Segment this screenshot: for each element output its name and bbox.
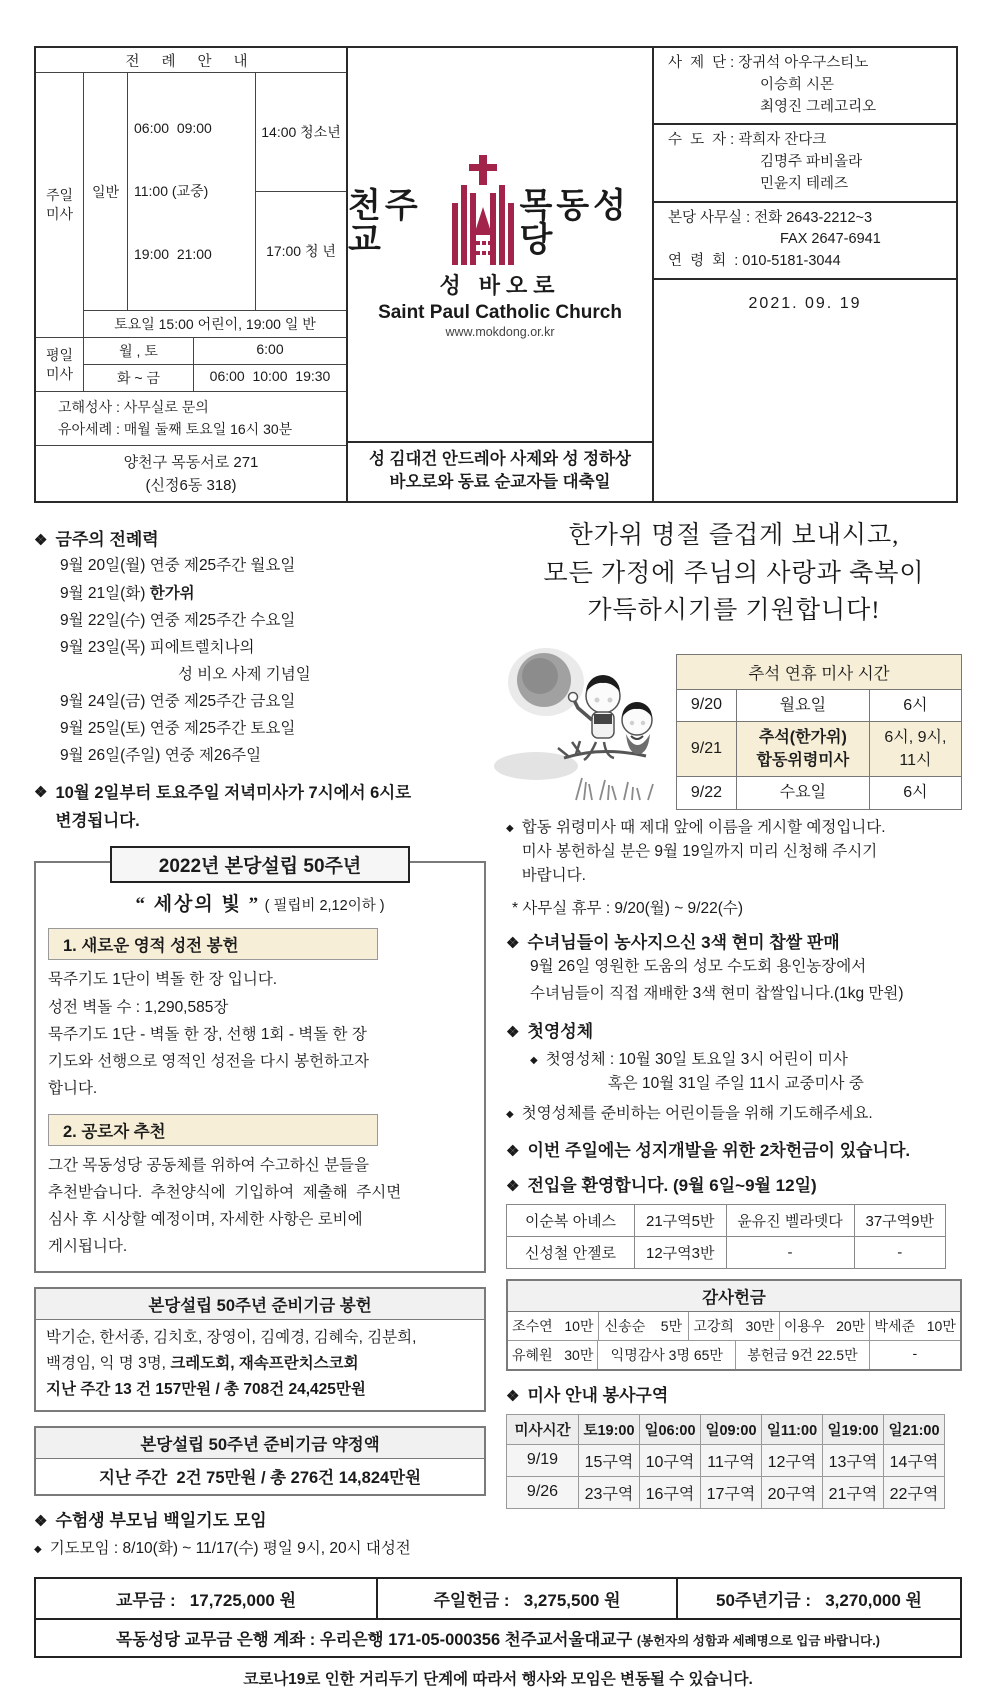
religious-name: 민윤지 테레즈 — [760, 175, 849, 192]
small-diamond-icon: ◆ — [506, 1108, 514, 1120]
diamond-bullet-icon: ❖ — [506, 1387, 520, 1405]
anniversary-fund-amount: 50주년기금 : 3,270,000 원 — [676, 1579, 960, 1618]
patron-saint-korean: 성 바오로 — [439, 273, 561, 299]
calendar-entry: 9월 21일(화) 한가위 — [60, 584, 195, 602]
church-building-icon — [451, 155, 515, 265]
tue-fri-label: 화 ~ 금 — [84, 365, 194, 391]
small-diamond-icon: ◆ — [34, 1543, 42, 1555]
general-times: 06:00 09:00 11:00 (교중) 19:00 21:00 — [128, 73, 256, 310]
clergy-name: 이승희 시몬 — [760, 76, 835, 93]
fund-donor-names: 백경임, 익 명 3명, 크레도회, 재속프란치스코회 — [46, 1354, 359, 1372]
diamond-bullet-icon: ❖ — [34, 532, 48, 550]
anniversary-title: 2022년 본당설립 50주년 — [110, 846, 410, 883]
table-row: 조수연 10만 신송순 5만 고강희 30만 이용우 20만 박세준 10만 — [508, 1312, 960, 1340]
religious-label: 수 도 자 : — [668, 132, 735, 149]
calendar-entry: 9월 26일(주일) 연중 제26주일 — [60, 747, 262, 765]
liturgical-calendar-title: ❖ 금주의 전례력 — [34, 530, 159, 550]
youth-mass-time: 14:00 청소년 — [256, 73, 346, 192]
office-label: 본당 사무실 : — [668, 209, 751, 226]
clergy-section — [654, 48, 956, 125]
yeonryeong-label: 연 령 회 : — [668, 253, 739, 269]
chuseok-mass-table — [676, 654, 962, 810]
fund-donor-names: 박기순, 한서종, 김치호, 장영이, 김예경, 김혜숙, 김분희, — [46, 1328, 417, 1346]
office-fax: FAX 2647-6941 — [780, 231, 881, 248]
infant-baptism-info: 유아세례 : 매월 둘째 토요일 16시 30분 — [58, 420, 293, 437]
anniversary-section2-title: 2. 공로자 추천 — [48, 1114, 378, 1146]
welcome-title: ❖ 전입을 환영합니다. (9월 6일~9월 12일) — [506, 1175, 817, 1195]
weekday-mass-band — [36, 338, 346, 392]
yeonryeong-phone: 010-5181-3044 — [742, 253, 841, 269]
bank-note: (봉헌자의 성함과 세례명으로 입금 바랍니다.) — [636, 1633, 880, 1648]
thanksgiving-offering-table — [506, 1279, 962, 1371]
logo-text-right: 목동성당 — [519, 187, 630, 260]
bank-account-info: 목동성당 교무금 은행 계좌 : 우리은행 171-05-000356 천주교서울대교구 (봉헌자의 성함과 세례명으로 입금 바랍니다.) — [34, 1620, 962, 1658]
logo-text-left: 천주교 — [348, 187, 422, 260]
mass-schedule-box — [34, 46, 348, 503]
exam-prayer-detail: ◆ 기도모임 : 8/10(화) ~ 11/17(수) 평일 9시, 20시 대성전 — [34, 1537, 486, 1561]
general-label: 일반 — [84, 73, 128, 310]
young-adult-mass-time: 17:00 청 년 — [266, 243, 336, 259]
mass-service-area-table — [506, 1414, 945, 1509]
first-communion-prayer: ◆ 첫영성체를 준비하는 어린이들을 위해 기도해주세요. — [506, 1102, 962, 1126]
header — [34, 46, 962, 503]
table-row: 9/22 수요일 6시 — [677, 777, 962, 809]
diamond-bullet-icon: ❖ — [34, 1512, 48, 1530]
schedule-title: 전 례 안 내 — [36, 48, 346, 73]
clergy-label: 사 제 단 : — [668, 55, 735, 71]
religious-name: 김명주 파비올라 — [760, 154, 863, 170]
table-row: 9/20 월요일 6시 — [677, 689, 962, 721]
bulletin-date: 2021. 09. 19 — [748, 294, 862, 312]
church-name-english: Saint Paul Catholic Church — [378, 302, 622, 324]
calendar-entry: 9월 25일(토) 연중 제25주간 토요일 — [60, 720, 296, 738]
memorial-mass-note: ◆ 합동 위령미사 때 제대 앞에 이름을 게시할 예정입니다. 미사 봉헌하실 분은 9월 19일까지 미리 신청해 주시기 바랍니다. — [506, 816, 962, 888]
exam-prayer-title: ❖ 수험생 부모님 백일기도 모임 — [34, 1510, 267, 1530]
mass-time-change-notice: ❖ 10월 2일부터 토요주일 저녁미사가 7시에서 6시로 변경됩니다. — [34, 779, 486, 835]
mon-sat-label: 월 , 토 — [84, 338, 194, 364]
thanksgiving-title: 감사헌금 — [508, 1281, 960, 1312]
confession-info: 고해성사 : 사무실로 문의 — [58, 399, 209, 415]
sunday-mass-label: 주일 미사 — [36, 73, 84, 337]
small-diamond-icon: ◆ — [506, 822, 514, 834]
small-diamond-icon: ◆ — [530, 1054, 538, 1066]
tue-fri-times: 06:00 10:00 19:30 — [209, 368, 331, 384]
second-collection-notice: ❖ 이번 주일에는 성지개발을 위한 2차헌금이 있습니다. — [506, 1140, 911, 1160]
footer — [34, 1577, 962, 1689]
covid-notice: 코로나19로 인한 거리두기 단계에 따라서 행사와 모임은 변동될 수 있습니다. — [243, 1670, 753, 1688]
anniversary-section1-title: 1. 새로운 영적 성전 봉헌 — [48, 928, 378, 960]
confession-baptism-block — [36, 392, 346, 446]
fund-offering-table — [34, 1287, 486, 1412]
diamond-bullet-icon: ❖ — [34, 784, 48, 802]
religious-section — [654, 125, 956, 202]
anniversary-box: 2022년 본당설립 50주년 “ 세상의 빛 ” ( 필립비 2,12이하 ) 1. 새로운 영적 성전 봉헌 묵주기도 1단이 벽돌 한 장 입니다. 성전 벽돌 수 : 1,290,585장 묵주기도 1단 - 벽돌 한 장, 선행 1회 - 벽돌 한 장 기도와 선행으로 영적인 성전을 다시 봉헌하고자 합니다. 2. 공로자 추천 그간 목동성당 공동체를 위하여 수고하신 분들을 추천받습니다. 추천양식에 기입하여 제출해 주시면 심사 후 시상할 예정이며, 자세한 사항은 로비에 게시됩니다. — [34, 861, 486, 1272]
fund-offering-title: 본당설립 50주년 준비기금 봉헌 — [36, 1289, 484, 1320]
right-column: 한가위 명절 즐겁게 보내시고, 모든 가정에 주님의 사랑과 축복이 가득하시기를 기원합니다! 추석 연휴 미사 시간 9/20 월요일 6시 9/21 추석(한가위) 합동위령미사 6시, 9시, 11시 9/22 수요일 6시 ◆ 합동 위령미사 때 제대 앞에 이름을 게시할 예정입니다. 미사 봉헌하실 분은 9월 19일까지 미리 신청해 주시기 바랍니다. * 사무실 휴무 : 9/20(월) ~ 9/22(수) ❖ 수녀님들이 농사지으신 3색 현미 찹쌀 판매 9월 26일 영원한 도움의 성모 수도회 용인농장에서 수녀님들이 직접 재배한 3색 현미 찹쌀입니다.(1kg 만원) ❖ 첫영성체 ◆ 첫영성체 : 10월 30일 토요일 3시 어린이 미사 혹은 10월 31일 주일 11시 교중미사 중 ◆ 첫영성체를 준비하는 어린이들을 위해 기도해주세요. ❖ 이번 주일에는 성지개발을 위한 2차헌금이 있습니다. ❖ 전입을 환영합니다. (9월 6일~9월 12일) 이순복 아녜스 21구역5반 윤유진 벨라뎃다 37구역9반 신성철 안젤로 12구역3반 - - 감사헌금 조수연 10만 신송순 5만 고강희 30만 이용우 20만 박세준 10만 유혜원 30만 익명감사 3명 65만 봉헌금 9건 22.5만 - ❖ 미사 안내 봉사구역 미사시간 토19:00 일06:00 일09:00 일11:00 일19:00 일21:00 9/19 15구역 10구역 11구역 12구역 13구역 14구역 9/26 23구역 16구역 17구역 20구역 21구역 22구역 — [506, 515, 962, 1560]
diamond-bullet-icon: ❖ — [506, 1023, 520, 1041]
rice-sale-title: ❖ 수녀님들이 농사지으신 3색 현미 찹쌀 판매 — [506, 932, 840, 952]
first-communion-title: ❖ 첫영성체 — [506, 1021, 594, 1041]
chuseok-table-title: 추석 연휴 미사 시간 — [677, 654, 962, 689]
liturgical-calendar-list — [34, 552, 486, 769]
table-row: 9/26 23구역 16구역 17구역 20구역 21구역 22구역 — [507, 1476, 945, 1508]
diamond-bullet-icon: ❖ — [506, 934, 520, 952]
table-row: 신성철 안젤로 12구역3반 - - — [507, 1236, 946, 1268]
saturday-mass-row: 토요일 15:00 어린이, 19:00 일 반 — [114, 316, 316, 332]
weekly-finance-table — [34, 1577, 962, 1620]
table-row: 이순복 아녜스 21구역5반 윤유진 벨라뎃다 37구역9반 — [507, 1204, 946, 1236]
calendar-entry: 9월 23일(목) 피에트렐치나의 — [60, 638, 255, 656]
table-header-row: 미사시간 토19:00 일06:00 일09:00 일11:00 일19:00 일21:00 — [507, 1414, 945, 1444]
clergy-name: 최영진 그레고리오 — [760, 98, 877, 115]
religious-name: 곽희자 잔다크 — [738, 132, 827, 149]
anniversary-motto: “ 세상의 빛 ” ( 필립비 2,12이하 ) — [135, 894, 385, 916]
table-row: 9/21 추석(한가위) 합동위령미사 6시, 9시, 11시 — [677, 722, 962, 777]
fund-pledge-title: 본당설립 50주년 준비기금 약정액 — [36, 1428, 484, 1459]
chuseok-greeting: 한가위 명절 즐겁게 보내시고, 모든 가정에 주님의 사랑과 축복이 가득하시기를 기원합니다! — [543, 522, 925, 625]
clergy-name: 장귀석 아우구스티노 — [738, 55, 869, 71]
calendar-entry: 9월 22일(수) 연중 제25주간 수요일 — [60, 611, 296, 629]
table-row: 9/19 15구역 10구역 11구역 12구역 13구역 14구역 — [507, 1444, 945, 1476]
church-address: 양천구 목동서로 271 (신정6동 318) — [123, 454, 259, 494]
table-row: 유혜원 30만 익명감사 3명 65만 봉헌금 9건 22.5만 - — [508, 1340, 960, 1369]
office-section — [654, 203, 956, 280]
left-column — [34, 515, 486, 1560]
fund-offering-total: 지난 주간 13 건 157만원 / 총 708건 24,425만원 — [46, 1381, 366, 1399]
sunday-general-row — [84, 73, 346, 311]
sunday-offering-amount: 주일헌금 : 3,275,500 원 — [376, 1579, 676, 1618]
gyomugeum-amount: 교무금 : 17,725,000 원 — [115, 1590, 297, 1610]
mon-sat-time: 6:00 — [256, 341, 284, 357]
fund-pledge-table — [34, 1426, 486, 1496]
office-closed-note: * 사무실 휴무 : 9/20(월) ~ 9/22(수) — [512, 899, 744, 917]
welcome-table — [506, 1204, 946, 1269]
office-phone: 전화 2643-2212~3 — [754, 209, 873, 226]
feast-day-title: 성 김대건 안드레아 사제와 성 정하상 바오로와 동료 순교자들 대축일 — [348, 441, 652, 502]
church-logo — [348, 155, 652, 265]
service-area-title: ❖ 미사 안내 봉사구역 — [506, 1385, 669, 1405]
calendar-entry: 9월 24일(금) 연중 제25주간 금요일 — [60, 693, 296, 710]
chuseok-children-illustration — [506, 638, 664, 806]
church-identity-box — [346, 46, 654, 503]
diamond-bullet-icon: ❖ — [506, 1177, 520, 1195]
first-communion-detail: ◆ 첫영성체 : 10월 30일 토요일 3시 어린이 미사 혹은 10월 31일 주일 11시 교중미사 중 — [506, 1048, 962, 1096]
calendar-entry: 9월 20일(월) 연중 제25주간 월요일 — [60, 557, 296, 575]
directory-box — [652, 46, 958, 503]
church-website: www.mokdong.or.kr — [445, 325, 555, 340]
sunday-mass-band — [36, 73, 346, 338]
calendar-entry-cont: 성 비오 사제 기념일 — [178, 665, 311, 683]
weekday-mass-label: 평일 미사 — [36, 338, 84, 391]
fund-pledge-total: 지난 주간 2건 75만원 / 총 276건 14,824만원 — [98, 1468, 422, 1487]
diamond-bullet-icon: ❖ — [506, 1142, 520, 1160]
